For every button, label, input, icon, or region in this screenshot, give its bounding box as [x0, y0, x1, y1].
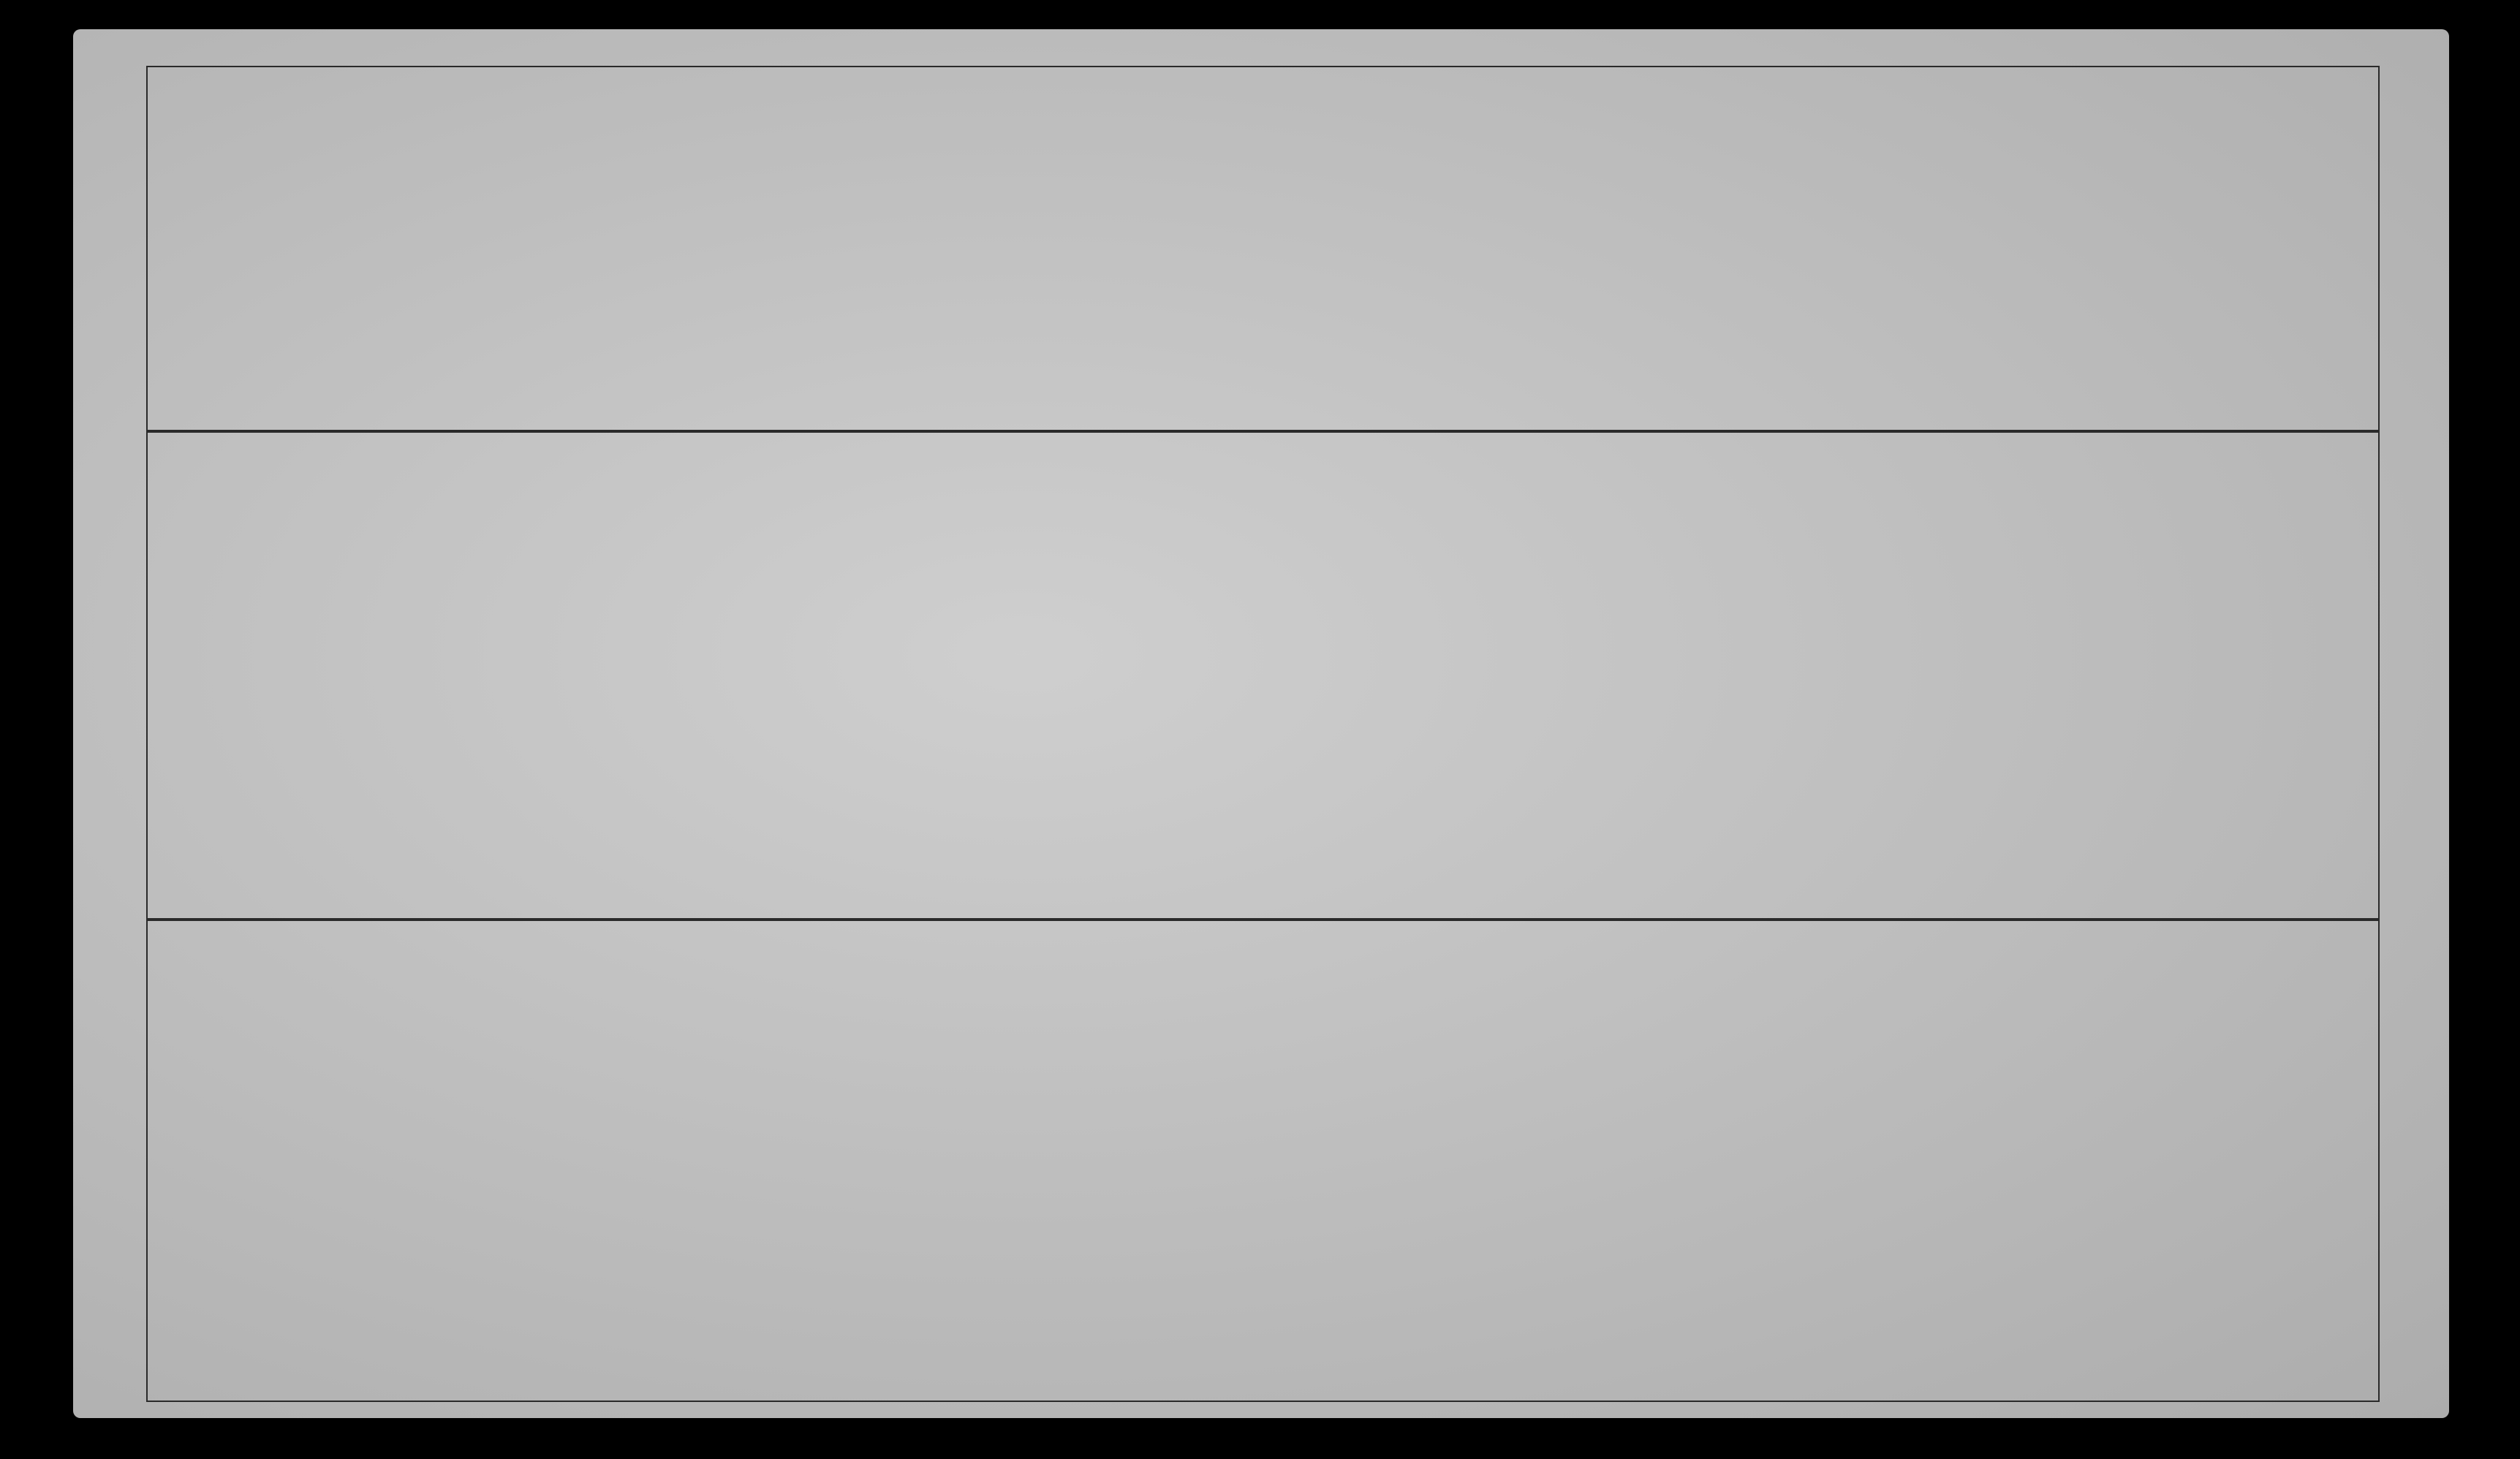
rental-table: [146, 920, 2380, 1402]
census-card: [73, 29, 2449, 1418]
middle-section: [146, 431, 2380, 920]
crops-table: [146, 66, 2380, 431]
